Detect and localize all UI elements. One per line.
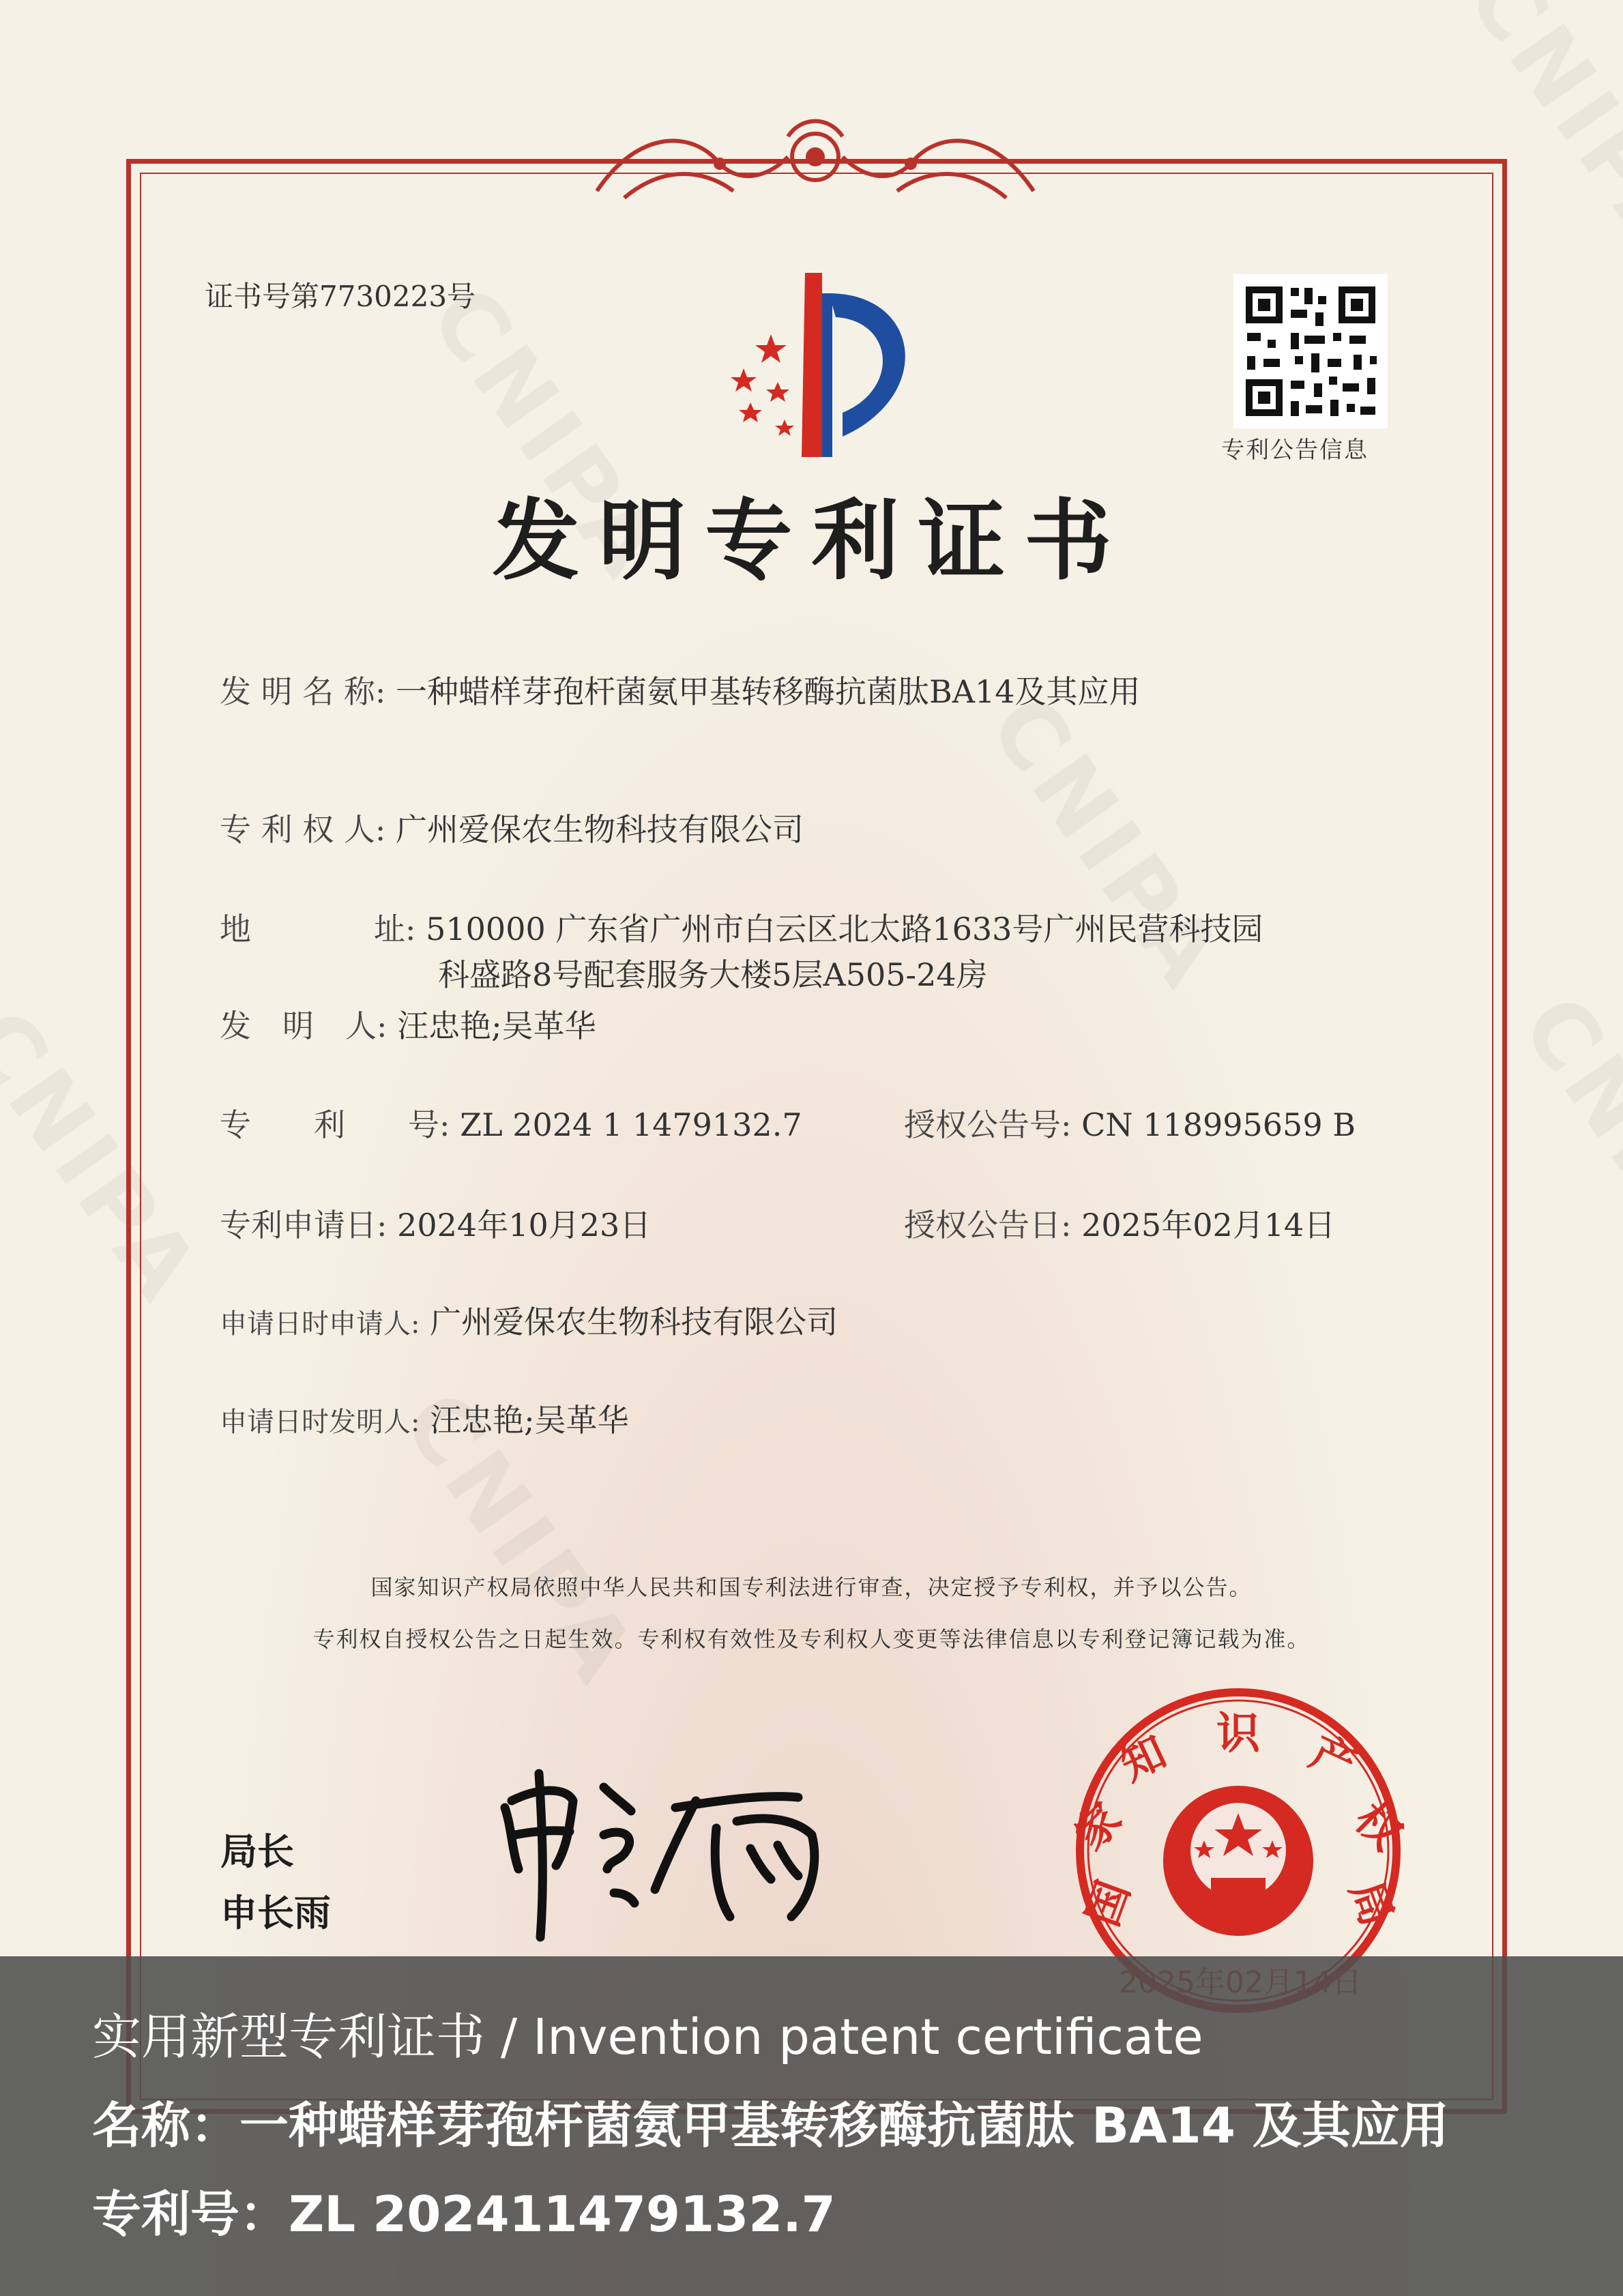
field-label: 址: (374, 911, 416, 947)
field-value: 汪忠艳;吴革华 (430, 1402, 629, 1439)
caption-overlay (0, 1956, 1623, 2296)
field-label: 发 明 名 称: (220, 673, 386, 710)
svg-text:家: 家 (1065, 1793, 1132, 1860)
certificate-title: 发明专利证书 (492, 490, 1131, 592)
svg-text:国: 国 (1077, 1874, 1140, 1933)
field-label: 地 (220, 911, 251, 947)
caption-line-patent-number: 专利号：ZL 202411479132.7 (92, 2185, 836, 2243)
field-value: ZL 2024 1 1479132.7 (460, 1106, 802, 1143)
field-value: 汪忠艳;吴革华 (397, 1007, 596, 1044)
field-address-line2 (438, 950, 988, 995)
field-value: 广州爱保农生物科技有限公司 (430, 1304, 838, 1340)
certificate-number: 证书号第7730223号 (205, 280, 476, 313)
director-name: 申长雨 (220, 1892, 331, 1934)
field-value: 科盛路8号配套服务大楼5层A505-24房 (438, 956, 988, 993)
svg-text:局: 局 (1340, 1874, 1403, 1933)
field-address-colon (374, 904, 1263, 950)
field-inventor (220, 1001, 596, 1046)
field-value: 广州爱保农生物科技有限公司 (396, 811, 804, 848)
caption-line-name: 名称：一种蜡样芽孢杆菌氨甲基转移酶抗菌肽 BA14 及其应用 (92, 2097, 1449, 2154)
cnipa-logo (696, 266, 941, 471)
field-invention-name (220, 667, 1141, 712)
field-patentee (220, 805, 804, 850)
field-applicant-at-filing (220, 1297, 838, 1342)
field-value: 510000 广东省广州市白云区北太路1633号广州民营科技园 (426, 911, 1263, 947)
svg-text:识: 识 (1216, 1709, 1260, 1759)
field-label: 专 利 权 人: (220, 811, 386, 848)
qr-code (1233, 274, 1388, 428)
field-filing-date (220, 1201, 651, 1246)
qr-caption: 专利公告信息 (1221, 437, 1369, 464)
field-label: 专 利 号: (220, 1106, 450, 1143)
notice-line-1: 国家知识产权局依照中华人民共和国专利法进行审查，决定授予专利权，并予以公告。 (370, 1574, 1253, 1600)
field-label: 授权公告日: (904, 1207, 1072, 1243)
field-grant-publication-date (904, 1201, 1335, 1246)
caption-line-type: 实用新型专利证书 / Invention patent certificate (92, 2008, 1203, 2065)
field-value: 2025年02月14日 (1081, 1207, 1336, 1243)
director-signature (491, 1746, 846, 1951)
director-title: 局长 (220, 1830, 294, 1873)
field-label: 申请日时发明人: (220, 1407, 420, 1438)
svg-text:知: 知 (1113, 1726, 1174, 1792)
field-value: 2024年10月23日 (397, 1207, 652, 1243)
svg-text:权: 权 (1345, 1793, 1412, 1860)
field-value: 一种蜡样芽孢杆菌氨甲基转移酶抗菌肽BA14及其应用 (396, 673, 1141, 710)
field-address (220, 904, 251, 950)
field-label: 专利申请日: (220, 1207, 388, 1243)
field-label: 发 明 人: (220, 1007, 388, 1044)
field-inventor-at-filing (220, 1396, 629, 1441)
border-ornament (583, 116, 1047, 211)
field-label: 申请日时申请人: (220, 1308, 420, 1340)
field-grant-publication-number (904, 1100, 1356, 1145)
svg-text:产: 产 (1302, 1726, 1364, 1792)
notice-line-2: 专利权自授权公告之日起生效。专利权有效性及专利权人变更等法律信息以专利登记簿记载为准。 (312, 1626, 1311, 1652)
field-patent-number (220, 1100, 802, 1145)
field-value: CN 118995659 B (1081, 1106, 1356, 1143)
field-label: 授权公告号: (904, 1106, 1072, 1143)
